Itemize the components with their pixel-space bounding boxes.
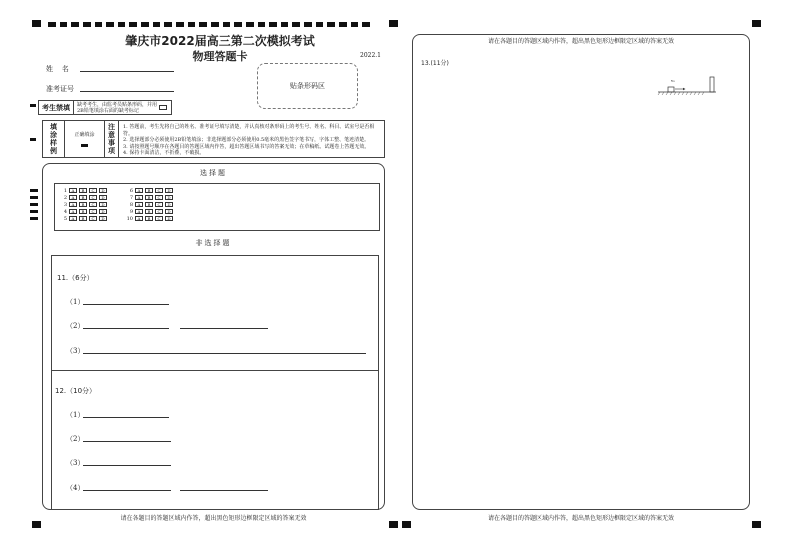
- q11-answer-1[interactable]: [83, 304, 169, 305]
- absent-checkbox[interactable]: [159, 105, 167, 110]
- correct-fill-label: 正确填涂: [74, 132, 95, 138]
- corner-mark-bottom-left: [32, 521, 41, 528]
- q12-item-2: （2）: [66, 435, 85, 443]
- q12-answer-4a[interactable]: [83, 490, 171, 491]
- q13-velocity-label: v₀: [671, 78, 675, 83]
- choice-number: 9: [129, 208, 133, 215]
- choice-bubble[interactable]: A: [69, 216, 77, 221]
- choice-bubble[interactable]: B: [145, 209, 153, 214]
- absent-mark-label: 考生禁填: [39, 101, 74, 114]
- choice-bubble[interactable]: D: [99, 188, 107, 193]
- card-title: 物理答题卡: [192, 50, 248, 63]
- timing-mark: [30, 189, 38, 192]
- choice-bubble[interactable]: B: [79, 216, 87, 221]
- q12-answer-3[interactable]: [83, 465, 171, 466]
- choice-row: [126, 216, 175, 221]
- q11-answer-2b[interactable]: [180, 328, 268, 329]
- corner-mark-bottom-right: [752, 521, 761, 528]
- timing-mark: [30, 210, 38, 213]
- timing-mark: [30, 196, 38, 199]
- choice-bubble[interactable]: A: [135, 202, 143, 207]
- choice-bubble[interactable]: D: [165, 195, 173, 200]
- exam-title: 肇庆市2022届高三第二次模拟考试: [125, 34, 315, 48]
- q12-answer-2[interactable]: [83, 441, 171, 442]
- q12-answer-4b[interactable]: [180, 490, 268, 491]
- q12-item-3: （3）: [66, 459, 85, 467]
- q11-item-1: （1）: [66, 298, 85, 306]
- choice-row: [126, 202, 175, 207]
- corner-mark-top-left: [32, 20, 41, 27]
- choice-bubble[interactable]: B: [145, 195, 153, 200]
- q11-answer-3[interactable]: [83, 353, 366, 354]
- choice-bubble[interactable]: A: [69, 195, 77, 200]
- q13-diagram: [656, 74, 720, 98]
- choice-bubble[interactable]: A: [69, 188, 77, 193]
- exam-date: 2022.1: [360, 52, 381, 59]
- choice-section-title: 选择题: [200, 169, 227, 177]
- choice-bubble[interactable]: B: [145, 216, 153, 221]
- choice-bubble[interactable]: D: [165, 188, 173, 193]
- choice-bubble[interactable]: B: [79, 195, 87, 200]
- q11-item-3: （3）: [66, 347, 85, 355]
- choice-bubble[interactable]: D: [165, 216, 173, 221]
- choice-number: 10: [126, 215, 133, 222]
- timing-mark: [30, 203, 38, 206]
- barcode-area: [257, 63, 358, 109]
- timing-mark: [30, 138, 36, 141]
- q11-item-2: （2）: [66, 322, 85, 330]
- choice-bubble[interactable]: D: [99, 202, 107, 207]
- ticket-number-label: 准考证号: [46, 85, 74, 93]
- choice-row: [126, 209, 175, 214]
- question-11-title: 11.（6分）: [57, 274, 94, 282]
- note-item: 3. 请按照题号顺序在各题目的答题区域内作答，超出答题区域书写的答案无效；在草稿纸、试题卷上答题无效。: [123, 143, 370, 150]
- choice-row: [60, 202, 109, 207]
- q12-item-4: （4）: [66, 484, 85, 492]
- choice-bubble[interactable]: C: [89, 188, 97, 193]
- header-note-right: 请在各题目的答题区域内作答，超出黑色矩形边框限定区域的答案无效: [487, 38, 674, 45]
- choice-row: [126, 188, 175, 193]
- name-field[interactable]: [80, 71, 174, 72]
- corner-mark-top-right: [752, 20, 761, 27]
- absent-mark-text: 缺考考生，由监考员贴条形码，并用2B铅笔填涂右面的缺考标记: [77, 101, 158, 114]
- question-13-title: 13.(11分): [421, 60, 449, 67]
- footer-note-right: 请在各题目的答题区域内作答，超出黑色矩形边框限定区域的答案无效: [487, 515, 674, 522]
- choice-number: 4: [63, 208, 67, 215]
- choice-bubble[interactable]: A: [135, 195, 143, 200]
- choice-bubble[interactable]: D: [165, 202, 173, 207]
- choice-bubble[interactable]: C: [89, 216, 97, 221]
- timing-mark: [30, 217, 38, 220]
- fill-example-label: 填涂样例: [43, 121, 65, 157]
- q12-answer-1[interactable]: [83, 417, 169, 418]
- fill-instructions: [42, 120, 385, 158]
- choice-bubble[interactable]: B: [79, 209, 87, 214]
- choice-number: 1: [63, 187, 67, 194]
- note-item: 1. 答题前，考生先将自己的姓名、准考证号填写清楚，并认真核对条形码上的考生号、姓名、科目、试室号是否相符。: [123, 124, 375, 137]
- choice-bubble[interactable]: A: [135, 188, 143, 193]
- name-label: 姓 名: [46, 65, 69, 73]
- choice-bubble[interactable]: C: [89, 209, 97, 214]
- footer-note-left: 请在各题目的答题区域内作答，超出黑色矩形边框限定区域的答案无效: [120, 515, 307, 522]
- choice-bubble[interactable]: D: [99, 216, 107, 221]
- choice-bubble[interactable]: C: [89, 202, 97, 207]
- ticket-number-field[interactable]: [80, 91, 174, 92]
- choice-number: 5: [63, 215, 67, 222]
- choice-bubble[interactable]: B: [145, 202, 153, 207]
- question-12-title: 12.（10分）: [55, 387, 97, 395]
- choice-number: 8: [129, 201, 133, 208]
- choice-row: [60, 188, 109, 193]
- filled-bubble-sample: [81, 144, 88, 147]
- choice-bubble[interactable]: C: [155, 195, 163, 200]
- absent-mark-box: [38, 100, 172, 115]
- nonchoice-section-title: 非选择题: [195, 239, 232, 247]
- choice-bubble[interactable]: C: [89, 195, 97, 200]
- q11-answer-2a[interactable]: [83, 328, 169, 329]
- corner-mark-bottom-center-right: [402, 521, 411, 528]
- choice-bubble[interactable]: C: [155, 209, 163, 214]
- corner-mark-bottom-center-left: [389, 521, 398, 528]
- choice-number: 6: [129, 187, 133, 194]
- choice-number: 2: [63, 194, 67, 201]
- choice-bubble[interactable]: D: [99, 209, 107, 214]
- note-item: 2. 选择题部分必须使用2B铅笔填涂；非选择题部分必须使用0.5毫米的黑色签字笔书写，字体工整、笔迹清楚。: [123, 137, 370, 144]
- choice-row: [60, 216, 109, 221]
- choice-bubble[interactable]: B: [79, 188, 87, 193]
- correct-fill-example: [65, 121, 105, 157]
- choice-row: [126, 195, 175, 200]
- choice-bubble[interactable]: A: [69, 202, 77, 207]
- note-item: 4. 保持卡面清洁，不折叠，不破损。: [123, 150, 205, 157]
- barcode-label: 贴条形码区: [290, 82, 325, 90]
- choice-bubble[interactable]: A: [69, 209, 77, 214]
- q12-item-1: （1）: [66, 411, 85, 419]
- choice-number: 3: [63, 201, 67, 208]
- choice-bubble[interactable]: C: [155, 188, 163, 193]
- choice-bubble[interactable]: B: [79, 202, 87, 207]
- choice-number: 7: [129, 194, 133, 201]
- corner-mark-top-center-left: [389, 20, 398, 27]
- choice-bubble[interactable]: D: [165, 209, 173, 214]
- timing-mark: [30, 104, 36, 107]
- choice-bubble[interactable]: D: [99, 195, 107, 200]
- choice-bubble[interactable]: C: [155, 202, 163, 207]
- notes-label: 注意事项: [105, 121, 119, 157]
- answer-region-right[interactable]: [412, 34, 750, 510]
- choice-bubble[interactable]: A: [135, 209, 143, 214]
- choice-row: [60, 195, 109, 200]
- choice-bubble[interactable]: C: [155, 216, 163, 221]
- choice-bubble[interactable]: A: [135, 216, 143, 221]
- top-dash-strip: [48, 22, 370, 27]
- choice-row: [60, 209, 109, 214]
- notes-list: [119, 121, 384, 157]
- choice-bubble[interactable]: B: [145, 188, 153, 193]
